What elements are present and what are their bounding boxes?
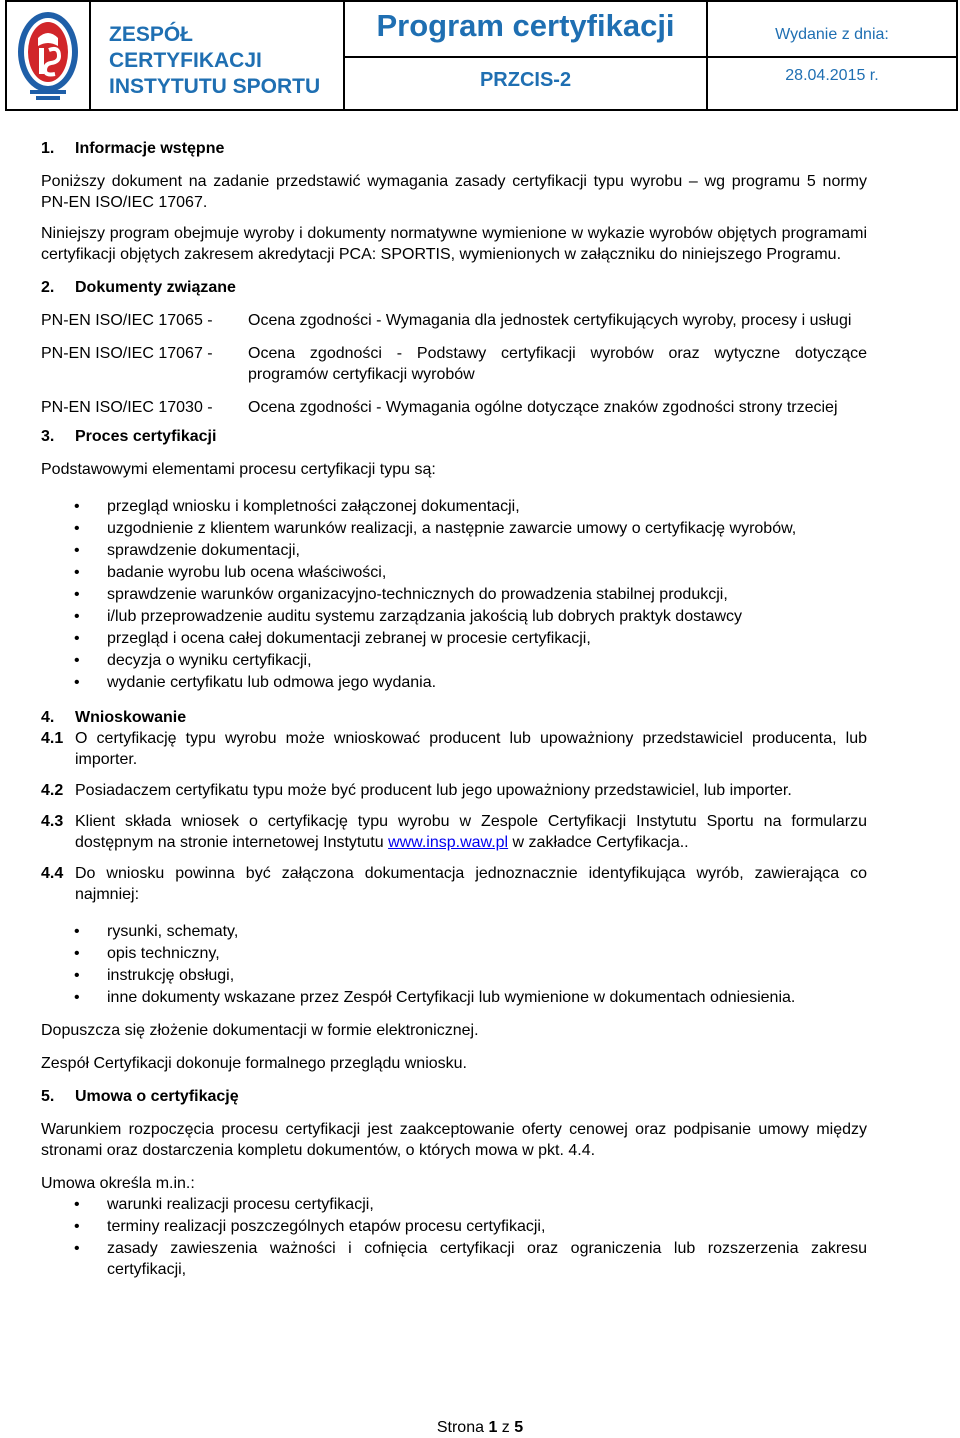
section-number: 4. xyxy=(41,709,55,726)
paragraph-text-part: w zakładce Certyfikacja.. xyxy=(508,834,689,851)
list-item: • przegląd i ocena całej dokumentacji zebranej w procesie certyfikacji, xyxy=(41,628,867,649)
edition-date: 28.04.2015 r. xyxy=(785,67,879,84)
list-item: • inne dokumenty wskazane przez Zespół Certyfikacji lub wymienione w dokumentach odniesienia. xyxy=(41,987,867,1008)
document-header xyxy=(5,0,958,111)
documentation-list xyxy=(41,921,867,1008)
edition-label: Wydanie z dnia: xyxy=(775,26,889,43)
standard-code: PN-EN ISO/IEC 17067 - xyxy=(41,345,213,362)
standard-code: PN-EN ISO/IEC 17030 - xyxy=(41,399,213,416)
numbered-paragraph xyxy=(41,728,867,770)
institute-website-link[interactable]: www.insp.waw.pl xyxy=(388,834,509,851)
list-item: • zasady zawieszenia ważności i cofnięcia certyfikacji oraz ograniczenia lub rozszerzenia zakresu certyfikacji, xyxy=(41,1238,867,1280)
paragraph: Poniższy dokument na zadanie przedstawić wymagania zasady certyfikacji typu wyrobu – wg programu 5 normy PN-EN ISO/IEC 17067. xyxy=(41,173,867,211)
section-title: Proces certyfikacji xyxy=(75,428,217,445)
footer-label: Strona xyxy=(436,1419,484,1436)
list-item: • warunki realizacji procesu certyfikacji, xyxy=(41,1194,867,1215)
paragraph-text xyxy=(75,811,867,853)
list-item: • wydanie certyfikatu lub odmowa jego wydania. xyxy=(41,672,867,693)
list-item: • badanie wyrobu lub ocena właściwości, xyxy=(41,562,867,583)
list-item: • i/lub przeprowadzenie auditu systemu zarządzania jakością lub dobrych praktyk dostawcy xyxy=(41,606,867,627)
paragraph-number: 4.3 xyxy=(41,813,64,830)
paragraph-text-part: Klient składa wniosek o certyfikację typu wyrobu w Zespole Certyfikacji Instytutu Sportu na formularzu dostępnym na stronie internetowej Instytutu xyxy=(75,813,867,851)
section-heading xyxy=(41,1086,867,1107)
paragraph: Dopuszcza się złożenie dokumentacji w formie elektronicznej. xyxy=(41,1022,479,1039)
numbered-paragraph xyxy=(41,811,867,853)
paragraph: Zespół Certyfikacji dokonuje formalnego przeglądu wniosku. xyxy=(41,1055,467,1072)
agreement-list xyxy=(41,1194,867,1280)
organization-cell xyxy=(91,2,345,109)
section-number: 1. xyxy=(41,140,55,157)
org-name-line2: CERTYFIKACJI xyxy=(109,49,262,72)
list-item: • opis techniczny, xyxy=(41,943,867,964)
standard-description: Ocena zgodności - Podstawy certyfikacji wyrobów oraz wytyczne dotyczące programów certyfikacji wyrobów xyxy=(248,345,867,383)
institute-logo-icon xyxy=(16,10,80,103)
logo-cell xyxy=(7,2,91,109)
process-list xyxy=(41,496,867,693)
total-pages: 5 xyxy=(514,1419,524,1436)
paragraph: Warunkiem rozpoczęcia procesu certyfikacji jest zaakceptowanie oferty cenowej oraz podpisanie umowy między stronami oraz dostarczenia kompletu dokumentów, o których mowa w pkt. 4.4. xyxy=(41,1121,867,1159)
org-name-line3: INSTYTUTU SPORTU xyxy=(109,75,321,98)
list-item: • sprawdzenie dokumentacji, xyxy=(41,540,867,561)
paragraph: Podstawowymi elementami procesu certyfikacji typu są: xyxy=(41,461,436,478)
page-footer xyxy=(0,1418,960,1438)
paragraph-text: Do wniosku powinna być załączona dokumentacja jednoznacznie identyfikująca wyrób, zawierająca co najmniej: xyxy=(75,865,867,903)
paragraph-text: Posiadaczem certyfikatu typu może być producent lub jego upoważniony przedstawiciel, lub importer. xyxy=(75,782,792,799)
list-item: • sprawdzenie warunków organizacyjno-technicznych do prowadzenia stabilnej produkcji, xyxy=(41,584,867,605)
section-number: 2. xyxy=(41,279,55,296)
section-number: 3. xyxy=(41,428,55,445)
standard-description: Ocena zgodności - Wymagania dla jednostek certyfikujących wyroby, procesy i usługi xyxy=(248,312,852,329)
paragraph: Umowa określa m.in.: xyxy=(41,1175,195,1192)
program-title: Program certyfikacji xyxy=(376,8,675,43)
paragraph-text: O certyfikację typu wyrobu może wnioskować producent lub upoważniony przedstawiciel producenta, lub importer. xyxy=(75,730,867,768)
section-title: Dokumenty związane xyxy=(75,279,236,296)
list-item: • decyzja o wyniku certyfikacji, xyxy=(41,650,867,671)
paragraph-number: 4.2 xyxy=(41,782,64,799)
list-item: • rysunki, schematy, xyxy=(41,921,867,942)
numbered-paragraph xyxy=(41,863,867,905)
header-divider xyxy=(708,56,956,58)
standard-description: Ocena zgodności - Wymagania ogólne dotyczące znaków zgodności strony trzeciej xyxy=(248,399,838,416)
paragraph: Niniejszy program obejmuje wyroby i dokumenty normatywne wymienione w wykazie wyrobów objętych programami certyfikacji objętych zakresem akredytacji PCA: SPORTIS, wymienionych w załączniku do niniejszego Programu. xyxy=(41,225,867,263)
program-code: PRZCIS-2 xyxy=(479,69,572,91)
footer-of: z xyxy=(501,1419,510,1436)
list-item: • przegląd wniosku i kompletności załączonej dokumentacji, xyxy=(41,496,867,517)
edition-cell xyxy=(708,2,956,109)
section-number: 5. xyxy=(41,1088,55,1105)
list-item: • instrukcję obsługi, xyxy=(41,965,867,986)
reference-document xyxy=(41,397,867,418)
current-page: 1 xyxy=(488,1419,498,1436)
section-heading xyxy=(41,426,867,447)
organization-name xyxy=(109,22,345,100)
section-heading xyxy=(41,138,867,159)
document-body xyxy=(41,138,867,1281)
paragraph-number: 4.1 xyxy=(41,730,64,747)
section-title: Umowa o certyfikację xyxy=(75,1088,239,1105)
program-cell xyxy=(345,2,708,109)
reference-document xyxy=(41,310,867,331)
numbered-paragraph xyxy=(41,780,867,801)
header-divider xyxy=(345,56,706,58)
standard-code: PN-EN ISO/IEC 17065 - xyxy=(41,312,213,329)
section-heading xyxy=(41,277,867,298)
section-title: Informacje wstępne xyxy=(75,140,225,157)
section-heading xyxy=(41,707,867,728)
paragraph-number: 4.4 xyxy=(41,865,64,882)
list-item: • uzgodnienie z klientem warunków realizacji, a następnie zawarcie umowy o certyfikację wyrobów, xyxy=(41,518,867,539)
list-item: • terminy realizacji poszczególnych etapów procesu certyfikacji, xyxy=(41,1216,867,1237)
org-name-line1: ZESPÓŁ xyxy=(109,23,194,46)
reference-document xyxy=(41,343,867,385)
section-title: Wnioskowanie xyxy=(75,709,187,726)
